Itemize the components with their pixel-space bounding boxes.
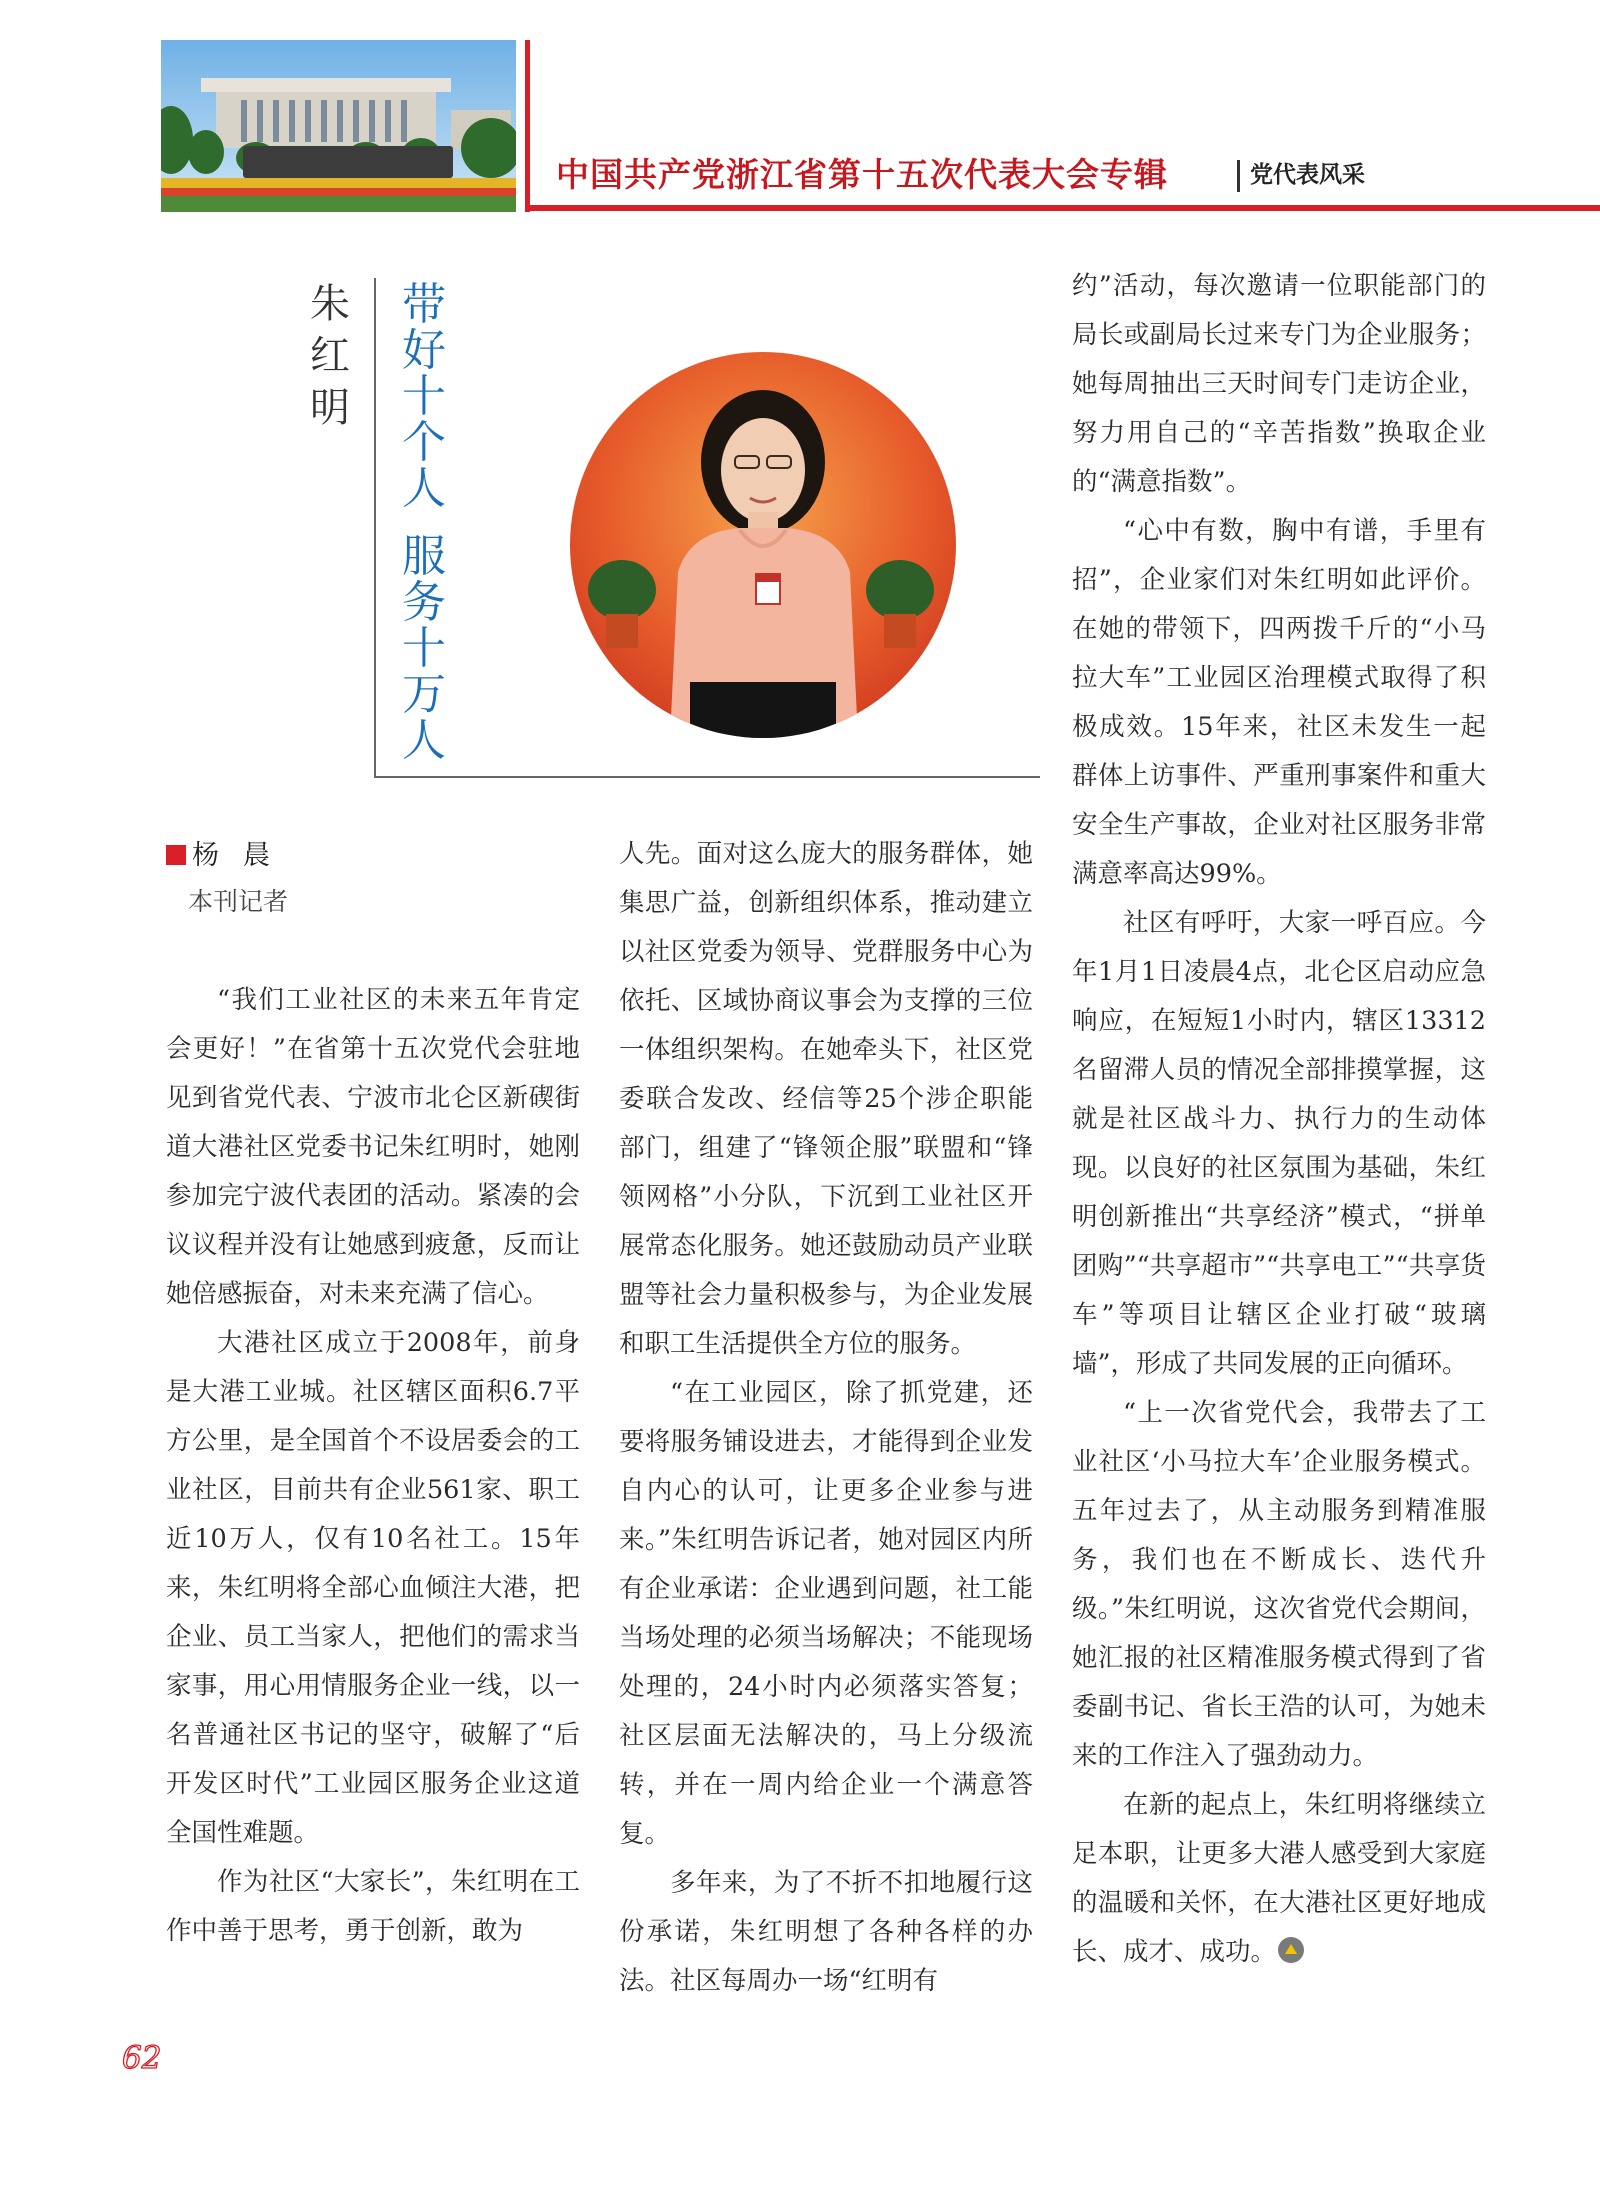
header-section-label: 党代表风采 bbox=[1250, 162, 1365, 188]
header-divider-vertical bbox=[525, 40, 530, 212]
text-column-2 bbox=[619, 830, 1033, 2006]
paragraph: 作为社区“大家长”，朱红明在工作中善于思考，勇于创新，敢为 bbox=[166, 1867, 580, 1946]
person-name bbox=[300, 278, 360, 434]
person-name-char: 明 bbox=[310, 385, 350, 431]
byline-role: 本刊记者 bbox=[188, 887, 289, 916]
headline-char: 服 bbox=[402, 531, 446, 582]
headline-char: 好 bbox=[402, 325, 446, 376]
paragraph-text: 在新的起点上，朱红明将继续立足本职，让更多大港人感受到大家庭的温暖和关怀，在大港社区更好地成长、成才、成功。 bbox=[1072, 1790, 1486, 1967]
feature-divider-horizontal bbox=[374, 776, 1040, 778]
article-end-icon bbox=[1278, 1937, 1304, 1963]
page-number: 62 bbox=[122, 2040, 162, 2076]
header-photo bbox=[161, 40, 516, 212]
paragraph: “上一次省党代会，我带去了工业社区‘小马拉大车’企业服务模式。五年过去了，从主动服务到精准服务，我们也在不断成长、迭代升级。”朱红明说，这次省党代会期间，她汇报的社区精准服务模式得到了省委副书记、省长王浩的认可，为她未来的工作注入了强劲动力。 bbox=[1072, 1398, 1486, 1771]
paragraph: 社区有呼吁，大家一呼百应。今年1月1日凌晨4点，北仑区启动应急响应，在短短1小时内，辖区13312名留滞人员的情况全部排摸掌握，这就是社区战斗力、执行力的生动体现。以良好的社区氛围为基础，朱红明创新推出“共享经济”模式，“拼单团购”“共享超市”“共享电工”“共享货车”等项目让辖区企业打破“玻璃墙”，形成了共同发展的正向循环。 bbox=[1072, 908, 1486, 1379]
feature-divider-vertical bbox=[374, 278, 376, 776]
text-column-1 bbox=[166, 976, 580, 1956]
portrait-photo bbox=[570, 352, 956, 738]
paragraph: “在工业园区，除了抓党建，还要将服务铺设进去，才能得到企业发自内心的认可，让更多企业参与进来。”朱红明告诉记者，她对园区内所有企业承诺：企业遇到问题，社工能当场处理的必须当场解决；不能现场处理的，24小时内必须落实答复；社区层面无法解决的，马上分级流转，并在一周内给企业一个满意答复。 bbox=[619, 1378, 1033, 1849]
paragraph-final bbox=[1072, 1781, 1486, 1977]
headline-char: 十 bbox=[402, 623, 446, 674]
byline-marker bbox=[166, 845, 186, 865]
headline-char: 务 bbox=[402, 577, 446, 628]
paragraph: 人先。面对这么庞大的服务群体，她集思广益，创新组织体系，推动建立以社区党委为领导、党群服务中心为依托、区域协商议事会为支撑的三位一体组织架构。在她牵头下，社区党委联合发改、经信等25个涉企职能部门，组建了“锋领企服”联盟和“锋领网格”小分队，下沉到工业社区开展常态化服务。她还鼓励动员产业联盟等社会力量积极参与，为企业发展和职工生活提供全方位的服务。 bbox=[619, 839, 1033, 1359]
headline-char: 带 bbox=[402, 279, 446, 330]
paragraph: “我们工业社区的未来五年肯定会更好！”在省第十五次党代会驻地见到省党代表、宁波市北仑区新碶街道大港社区党委书记朱红明时，她刚参加完宁波代表团的活动。紧凑的会议议程并没有让她感到疲惫，反而让她倍感振奋，对未来充满了信心。 bbox=[166, 985, 580, 1309]
paragraph: “心中有数，胸中有谱，手里有招”，企业家们对朱红明如此评价。在她的带领下，四两拨千斤的“小马拉大车”工业园区治理模式取得了积极成效。15年来，社区未发生一起群体上访事件、严重刑事案件和重大安全生产事故，企业对社区服务非常满意率高达99%。 bbox=[1072, 516, 1486, 889]
paragraph: 多年来，为了不折不扣地履行这份承诺，朱红明想了各种各样的办法。社区每周办一场“红明有 bbox=[619, 1868, 1033, 1996]
headline-char: 个 bbox=[402, 417, 446, 468]
headline-char: 人 bbox=[402, 715, 446, 766]
paragraph: 大港社区成立于2008年，前身是大港工业城。社区辖区面积6.7平方公里，是全国首个不设居委会的工业社区，目前共有企业561家、职工近10万人，仅有10名社工。15年来，朱红明将全部心血倾注大港，把企业、员工当家人，把他们的需求当家事，用心用情服务企业一线，以一名普通社区书记的坚守，破解了“后开发区时代”工业园区服务企业这道全国性难题。 bbox=[166, 1328, 580, 1848]
headline-char: 十 bbox=[402, 371, 446, 422]
headline-char: 万 bbox=[402, 669, 446, 720]
text-column-3 bbox=[1072, 262, 1486, 1977]
header-separator bbox=[1237, 160, 1240, 192]
person-name-char: 朱 bbox=[310, 281, 350, 327]
header-title: 中国共产党浙江省第十五次代表大会专辑 bbox=[556, 155, 1168, 194]
person-name-char: 红 bbox=[310, 333, 350, 379]
header-divider-horizontal bbox=[525, 205, 1600, 211]
byline-author: 杨晨 bbox=[166, 838, 294, 874]
paragraph: 约”活动，每次邀请一位职能部门的局长或副局长过来专门为企业服务；她每周抽出三天时间专门走访企业，努力用自己的“辛苦指数”换取企业的“满意指数”。 bbox=[1072, 271, 1486, 497]
article-headline bbox=[394, 279, 454, 766]
headline-char: 人 bbox=[402, 463, 446, 514]
